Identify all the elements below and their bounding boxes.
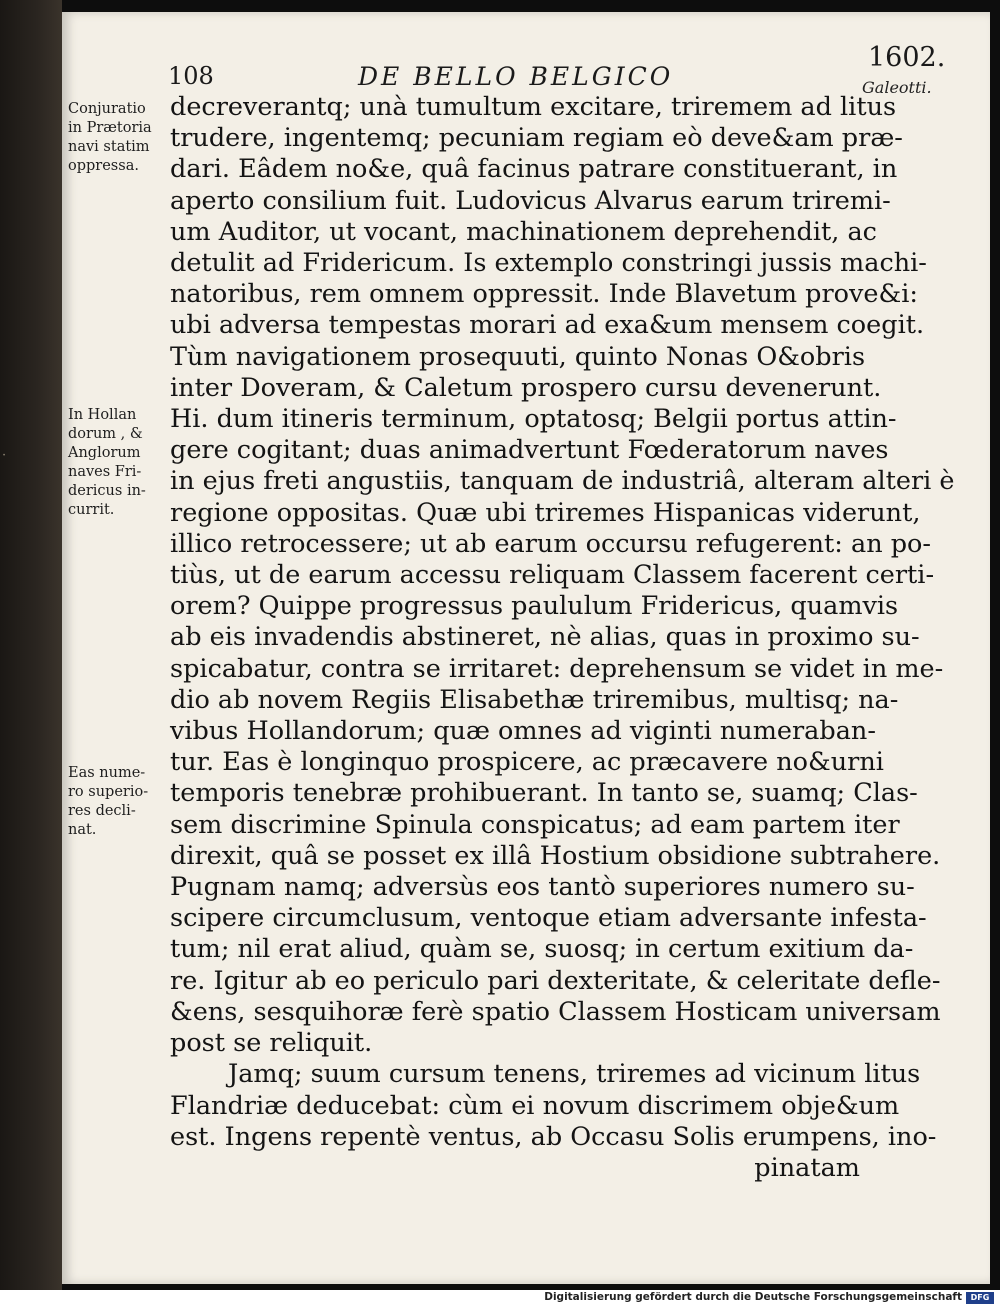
text-line: orem? Quippe progressus paululum Fridericus, quamvis: [170, 591, 899, 622]
scan-book-edge: [0, 0, 62, 1290]
bleed-through-mark: ·: [2, 448, 7, 463]
text-line: vibus Hollandorum; quæ omnes ad viginti numeraban-: [170, 716, 876, 747]
text-line: dio ab novem Regiis Elisabethæ triremibus, multisq; na-: [170, 684, 899, 715]
book-page: [62, 12, 990, 1284]
text-line: tum; nil erat aliud, quàm se, suosq; in certum exitium da-: [170, 934, 914, 965]
text-line: temporis tenebræ prohibuerant. In tanto se, suamq; Clas-: [170, 778, 918, 809]
text-line: in ejus freti angustiis, tanquam de industriâ, alteram alteri è: [170, 466, 955, 497]
text-line: sem discrimine Spinula conspicatus; ad eam partem iter: [170, 809, 900, 840]
text-line: dari. Eâdem no&e, quâ facinus patrare constituerant, in: [170, 154, 898, 185]
text-line: illico retrocessere; ut ab earum occursu refugerent: an po-: [170, 528, 932, 559]
body-text: [170, 92, 955, 1184]
source-marginal: Galeotti.: [862, 78, 932, 97]
text-line: ubi adversa tempestas morari ad exa&um mensem coegit.: [170, 310, 925, 341]
marginal-note-retreat: [68, 764, 168, 840]
text-line: tiùs, ut de earum accessu reliquam Classem facerent certi-: [170, 560, 935, 591]
marginal-note-ships: [68, 406, 168, 520]
marginal-line: dericus in-: [68, 483, 146, 499]
page-header: [62, 58, 990, 94]
marginal-line: currit.: [68, 502, 115, 518]
marginal-line: oppressa.: [68, 158, 139, 174]
marginal-line: navi statim: [68, 139, 150, 155]
text-line: Flandriæ deducebat: cùm ei novum discrimem obje&um: [170, 1090, 900, 1121]
paragraph-start-line: Jamq; suum cursum tenens, triremes ad vicinum litus: [228, 1059, 921, 1090]
marginal-line: Conjuratio: [68, 101, 146, 117]
text-line: Tùm navigationem prosequuti, quinto Nonas O&obris: [170, 341, 866, 372]
marginal-line: Eas nume-: [68, 765, 146, 781]
text-line: scipere circumclusum, ventoque etiam adversante infesta-: [170, 903, 927, 934]
text-line: gere cogitant; duas animadvertunt Fœderatorum naves: [170, 435, 889, 466]
marginal-line: res decli-: [68, 803, 136, 819]
year-marginal: 1602.: [868, 42, 946, 73]
dfg-logo-icon: DFG: [966, 1292, 994, 1304]
marginal-line: nat.: [68, 822, 97, 838]
catchword: pinatam: [754, 1152, 860, 1183]
text-line: Pugnam namq; adversùs eos tantò superiores numero su-: [170, 872, 915, 903]
text-line: tur. Eas è longinquo prospicere, ac præcavere no&urni: [170, 747, 884, 778]
text-line: est. Ingens repentè ventus, ab Occasu Solis erumpens, ino-: [170, 1121, 937, 1152]
marginal-line: naves Fri-: [68, 464, 142, 480]
text-line: natoribus, rem omnem oppressit. Inde Blavetum prove&i:: [170, 279, 918, 310]
marginal-note-conspiracy: [68, 100, 168, 176]
text-line: spicabatur, contra se irritaret: deprehensum se videt in me-: [170, 653, 944, 684]
text-line: inter Doveram, & Caletum prospero cursu devenerunt.: [170, 372, 882, 403]
digitization-footer: [0, 1290, 1000, 1307]
running-title: DE BELLO BELGICO: [358, 62, 674, 91]
text-line: detulit ad Fridericum. Is extemplo constringi jussis machi-: [170, 248, 927, 279]
marginal-line: ro superio-: [68, 784, 149, 800]
marginal-line: dorum , &: [68, 426, 143, 442]
text-line: direxit, quâ se posset ex illâ Hostium obsidione subtrahere.: [170, 840, 941, 871]
text-line: Hi. dum itineris terminum, optatosq; Belgii portus attin-: [170, 404, 897, 435]
text-line: aperto consilium fuit. Ludovicus Alvarus earum triremi-: [170, 185, 891, 216]
text-line: post se reliquit.: [170, 1028, 373, 1059]
page-number: 108: [168, 62, 214, 90]
marginal-line: in Prætoria: [68, 120, 152, 136]
text-line: regione oppositas. Quæ ubi triremes Hispanicas viderunt,: [170, 497, 921, 528]
marginal-line: In Hollan: [68, 407, 137, 423]
text-line: &ens, sesquihoræ ferè spatio Classem Hosticam universam: [170, 996, 941, 1027]
marginal-line: Anglorum: [68, 445, 141, 461]
text-line: re. Igitur ab eo periculo pari dexteritate, & celeritate defle-: [170, 965, 941, 996]
text-line: um Auditor, ut vocant, machinationem deprehendit, ac: [170, 216, 877, 247]
text-line: ab eis invadendis abstineret, nè alias, quas in proximo su-: [170, 622, 920, 653]
text-line: decreverantq; unà tumultum excitare, triremem ad litus: [170, 92, 897, 122]
text-line: trudere, ingentemq; pecuniam regiam eò deve&am præ-: [170, 123, 903, 154]
funding-note: Digitalisierung gefördert durch die Deutsche Forschungsgemeinschaft: [544, 1291, 962, 1303]
